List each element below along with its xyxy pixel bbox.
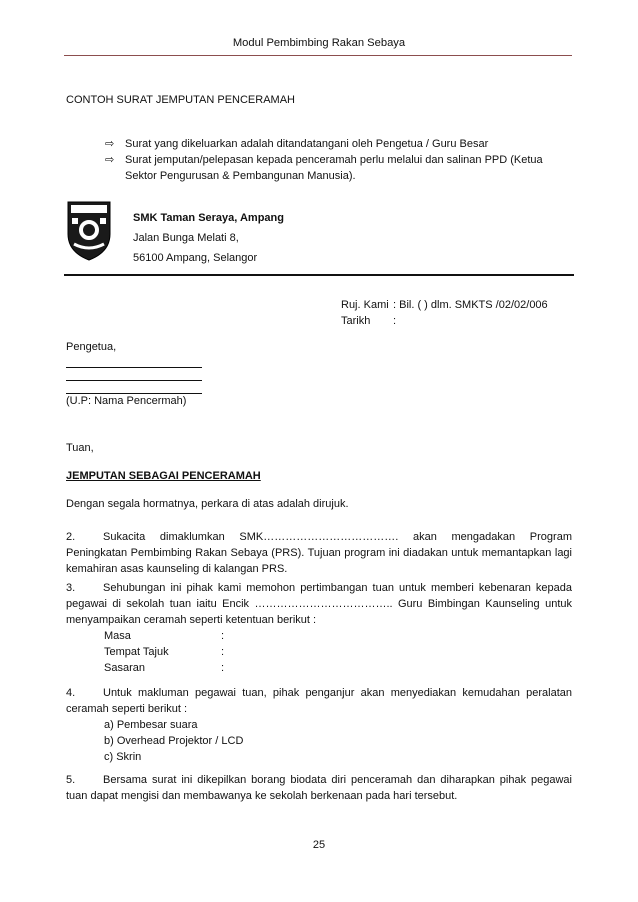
paragraph-text: Sukacita dimaklumkan SMK………………………………. akan mengadakan Program Peningkatan Pembimbing Rakan Sebaya (PRS). Tujuan program ini diadakan untuk memantapkan lagi kemahiran asas kaunseling di kalangan PRS. [66,531,572,575]
school-address-line: Jalan Bunga Melati 8, [133,232,239,244]
details-list [66,629,572,677]
note-item [105,137,575,153]
paragraph-2 [66,530,572,578]
blank-line [66,381,202,394]
recipient-block [66,340,202,409]
paragraph-number: 5. [66,774,76,786]
blank-line [66,368,202,381]
paragraph-text: Untuk makluman pegawai tuan, pihak penganjur akan menyediakan kemudahan peralatan ceramah seperti berikut : [66,687,572,715]
school-crest-icon [64,200,114,262]
header-rule [64,55,572,56]
ruj-value: : Bil. ( ) dlm. SMKTS /02/02/006 [393,299,548,311]
opening-line: Dengan segala hormatnya, perkara di atas adalah dirujuk. [66,498,349,510]
paragraph-text: Sehubungan ini pihak kami memohon pertimbangan tuan untuk memberi kebenaran kepada pegawai di sekolah tuan iaitu Encik ……………………………….. Guru Bimbingan Kaunseling untuk menyampaikan ceramah seperti ketentuan berikut : [66,582,572,626]
note-text: Surat jemputan/pelepasan kepada penceramah perlu melalui dan salinan PPD (Ketua Sektor Pengurusan & Pembangunan Manusia). [125,153,543,182]
equipment-item: c) Skrin [104,750,142,763]
school-address-line: 56100 Ampang, Selangor [133,252,258,264]
detail-label: Masa [104,629,131,642]
tarikh-value: : [393,315,397,327]
letterhead-rule [64,274,574,276]
note-text: Surat yang dikeluarkan adalah ditandatangani oleh Pengetua / Guru Besar [125,138,489,150]
paragraph-number: 4. [66,687,76,699]
paragraph-text: Bersama surat ini dikepilkan borang biodata diri penceramah dan diharapkan pihak pegawai tuan dapat mengisi dan membawanya ke sekolah berkenaan pada hari tersebut. [66,774,572,802]
document-heading: CONTOH SURAT JEMPUTAN PENCERAMAH [66,94,295,106]
paragraph-number: 3. [66,582,76,594]
equipment-item: a) Pembesar suara [104,718,198,731]
paragraph-3 [66,581,572,677]
detail-row [104,629,572,645]
notes-list [105,137,575,185]
detail-row [104,661,572,677]
ruj-label: Ruj. Kami [341,299,389,311]
letter-subject: JEMPUTAN SEBAGAI PENCERAMAH [66,470,261,482]
running-header: Modul Pembimbing Rakan Sebaya [232,37,406,49]
arrow-bullet-icon: ⇨ [105,138,115,150]
note-item [105,153,575,185]
recipient-attention: (U.P: Nama Pencermah) [66,395,187,407]
detail-row [104,645,572,661]
page-number: 25 [312,839,326,851]
detail-colon: : [221,629,225,642]
paragraph-number: 2. [66,531,76,543]
recipient-title: Pengetua, [66,341,117,353]
salutation: Tuan, [66,442,94,454]
school-name: SMK Taman Seraya, Ampang [133,212,284,224]
arrow-bullet-icon: ⇨ [105,153,115,166]
equipment-item: b) Overhead Projektor / LCD [104,734,244,747]
blank-line [66,355,202,368]
school-address-block [133,208,284,268]
tarikh-label: Tarikh [341,315,371,327]
detail-colon: : [221,645,225,658]
detail-label: Tempat Tajuk [104,645,169,658]
reference-block [341,297,548,329]
detail-colon: : [221,661,225,674]
paragraph-5 [66,773,572,805]
detail-label: Sasaran [104,661,145,674]
paragraph-4 [66,686,572,766]
equipment-list [66,718,572,766]
